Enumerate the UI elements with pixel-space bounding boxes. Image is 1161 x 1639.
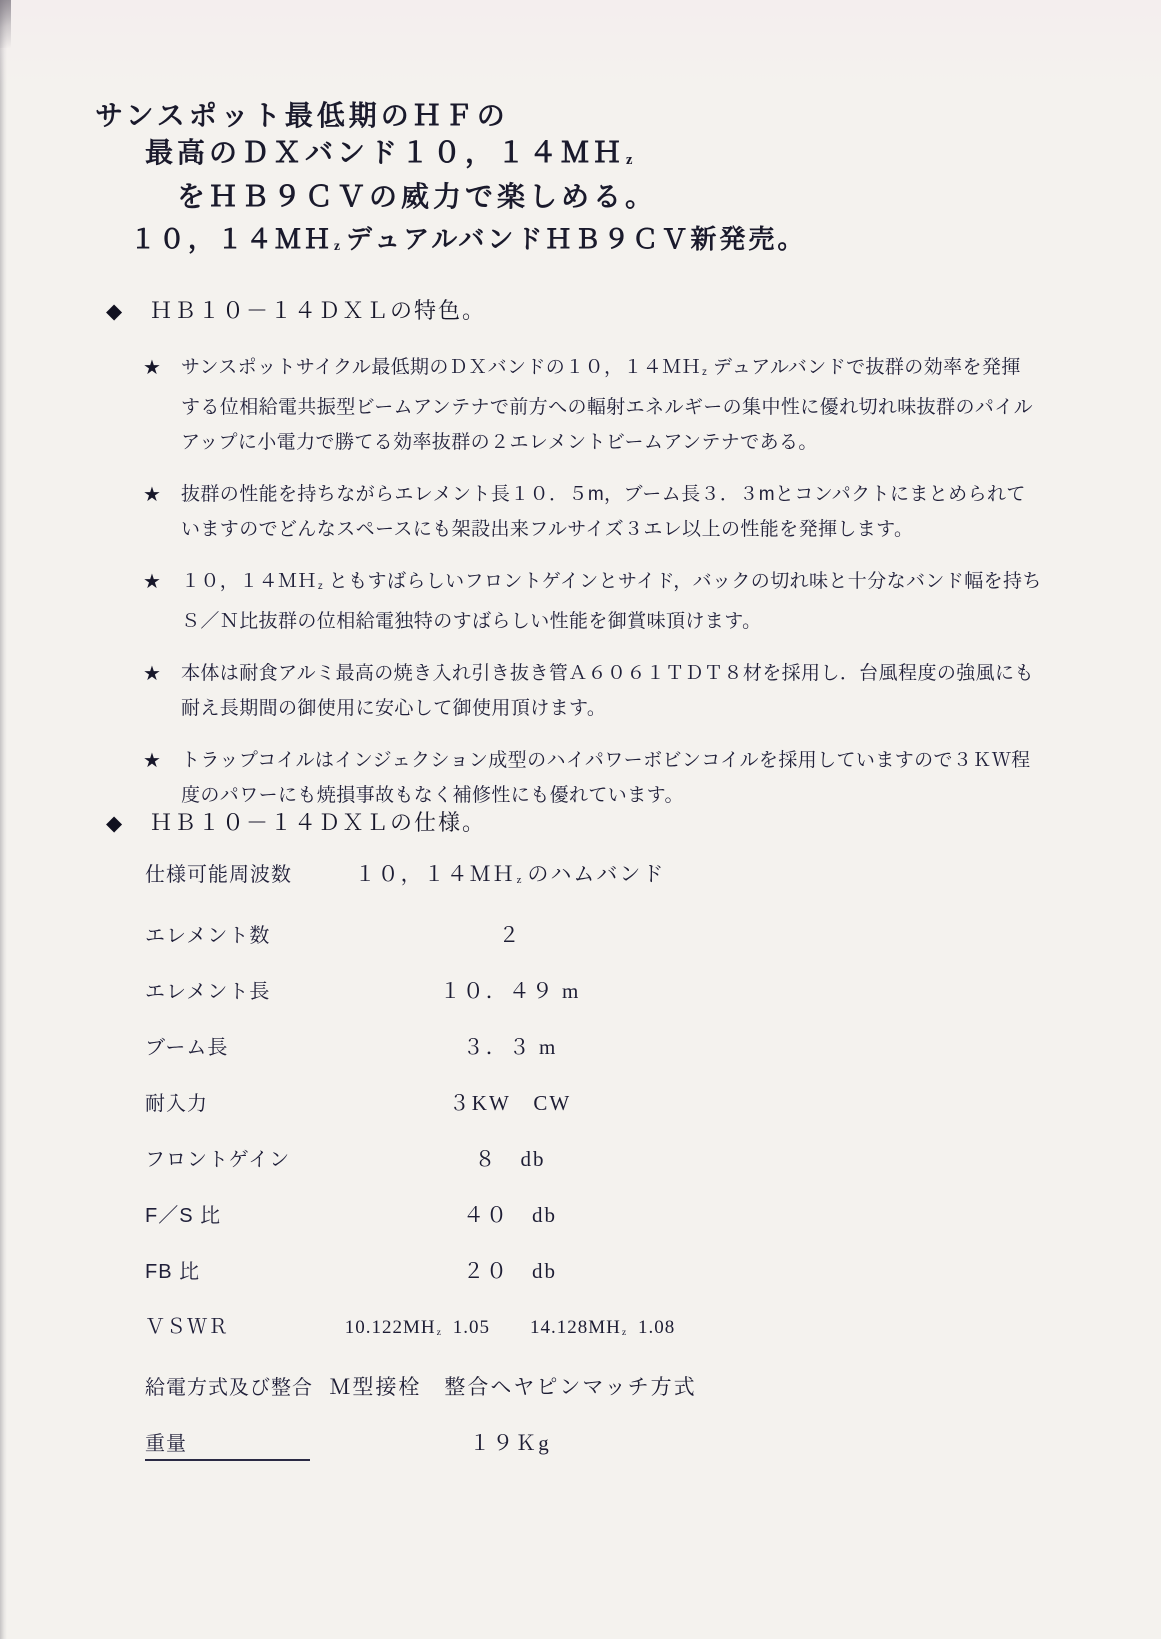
headline	[95, 98, 657, 216]
headline-line-2: 最高のＤＸバンド１０，１４ＭＨz	[145, 138, 633, 169]
section-heading-specs-label: ＨＢ１０－１４ＤＸＬの仕様。	[150, 810, 487, 835]
spec-value: ３．３ m	[462, 1035, 558, 1059]
spec-value: １０，１４ＭＨz のハムバンド	[354, 862, 666, 886]
spec-row	[145, 860, 713, 895]
subscript-z: z	[702, 367, 707, 378]
spec-value: ８ db	[474, 1147, 546, 1171]
headline-line-1: サンスポット最低期のＨＦの	[95, 101, 509, 132]
star-icon: ★	[143, 661, 161, 685]
spec-label: F／S 比	[145, 1205, 222, 1227]
feature-text: 抜群の性能を持ちながらエレメント長１０．５m，ブーム長３．３mとコンパクトにまとめられて いますのでどんなスペースにも架設出来フルサイズ３エレ以上の性能を発揮します。	[181, 484, 1026, 540]
spec-label: エレメント数	[145, 925, 271, 947]
spec-value: １０．４９ m	[439, 979, 581, 1003]
feature-text: サンスポットサイクル最低期のＤＸバンドの１０，１４ＭＨ$_z$ デュアルバンドで抜群の効率を発揮 する位相給電共振型ビームアンテナで前方への輻射エネルギーの集中性に優れ切れ味抜群のパイル アップに小電力で勝てる効率抜群の２エレメントビームアンテナである。	[181, 357, 1034, 453]
spec-table	[145, 860, 713, 1487]
feature-item	[143, 477, 1103, 547]
spec-label: ＶＳＷＲ	[145, 1316, 229, 1338]
spec-label: FB 比	[145, 1261, 201, 1283]
diamond-icon: ◆	[106, 811, 125, 835]
spec-value: $10.122MH_z$ 1.05 $14.128MH_z$ 1.08	[344, 1317, 676, 1338]
subscript-z: z	[334, 238, 341, 253]
spec-row	[145, 1201, 713, 1231]
feature-list	[143, 350, 1103, 830]
star-icon: ★	[143, 355, 161, 379]
spec-row	[145, 977, 713, 1007]
subscript-z: z	[621, 1327, 627, 1338]
star-icon: ★	[143, 569, 161, 593]
section-heading-features	[106, 294, 486, 325]
star-icon: ★	[143, 748, 161, 772]
scan-corner-artifact	[0, 0, 11, 48]
scan-edge-shadow	[0, 0, 7, 1639]
feature-text: トラップコイルはインジェクション成型のハイパワーボビンコイルを採用していますので３ＫＷ程 度のパワーにも焼損事故もなく補修性にも優れています。	[181, 750, 1031, 806]
spec-row	[145, 1257, 713, 1287]
spec-label: フロントゲイン	[145, 1149, 291, 1171]
spec-row	[145, 1429, 713, 1461]
feature-item	[143, 564, 1103, 639]
feature-text: １０，１４ＭＨ$_z$ ともすばらしいフロントゲインとサイド，バックの切れ味と十分なバンド幅を持ち Ｓ／Ｎ比抜群の位相給電独特のすばらしい性能を御賞味頂けます。	[181, 571, 1042, 632]
spec-row	[145, 921, 713, 951]
spec-label: 耐入力	[145, 1093, 208, 1115]
spec-row	[145, 1089, 713, 1119]
spec-value: ２０ db	[463, 1259, 557, 1283]
product-announcement-line: １０，１４ＭＨz デュアルバンドＨＢ９ＣＶ新発売。	[130, 225, 807, 254]
spec-value: ３KW CW	[448, 1091, 572, 1115]
spec-label: 重量	[145, 1430, 310, 1461]
spec-value: Ｍ型接栓 整合ヘヤピンマッチ方式	[329, 1375, 697, 1399]
diamond-icon: ◆	[106, 299, 125, 323]
headline-line-3: をＨＢ９ＣＶの威力で楽しめる。	[177, 182, 658, 213]
spec-row	[145, 1313, 713, 1347]
spec-label: 給電方式及び整合	[145, 1377, 313, 1399]
feature-text: 本体は耐食アルミ最高の焼き入れ引き抜き管Ａ６０６１ＴＤＴ８材を採用し．台風程度の強風にも 耐え長期間の御使用に安心して御使用頂けます。	[181, 663, 1034, 719]
spec-value: １９Ｋg	[469, 1431, 551, 1455]
feature-item	[143, 743, 1103, 813]
section-heading-specs	[106, 806, 486, 837]
subscript-z: z	[436, 1327, 441, 1338]
spec-value: ２	[498, 923, 522, 947]
feature-item	[143, 350, 1103, 460]
subscript-z: z	[317, 581, 323, 592]
star-icon: ★	[143, 482, 161, 506]
spec-row	[145, 1145, 713, 1175]
subscript-z: z	[626, 152, 633, 168]
spec-value: ４０ db	[463, 1203, 557, 1227]
spec-row	[145, 1033, 713, 1063]
spec-label: ブーム長	[145, 1037, 229, 1059]
scan-tint	[0, 0, 1161, 90]
spec-label: エレメント長	[145, 981, 271, 1003]
spec-label: 仕様可能周波数	[145, 864, 292, 886]
feature-item	[143, 656, 1103, 726]
section-heading-features-label: ＨＢ１０－１４ＤＸＬの特色。	[150, 298, 487, 323]
spec-row	[145, 1373, 713, 1403]
subscript-z: z	[516, 874, 522, 886]
